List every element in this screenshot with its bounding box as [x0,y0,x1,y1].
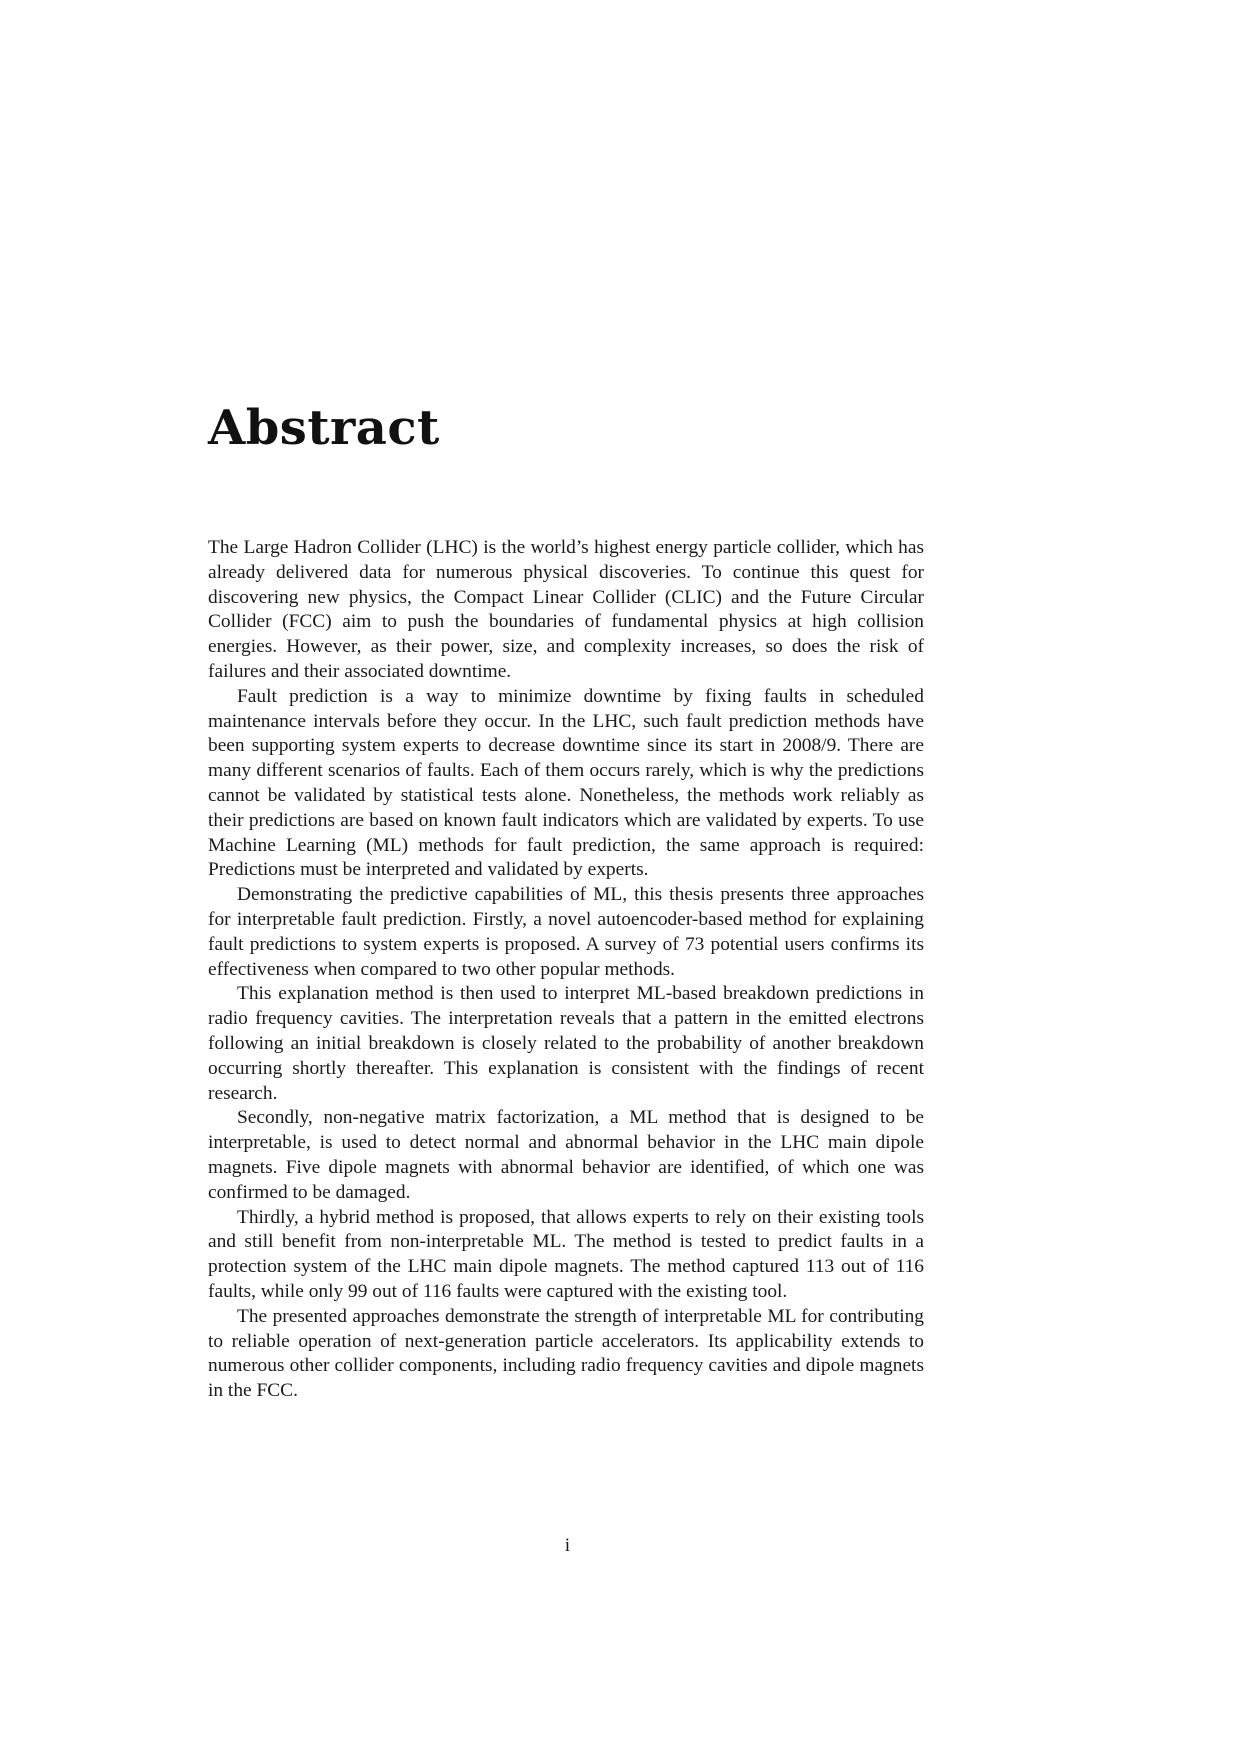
abstract-paragraph-1: The Large Hadron Collider (LHC) is the world’s highest energy particle collider, which has already delivered data for numerous physical discoveries. To continue this quest for discovering new physics, the Compact Linear Collider (CLIC) and the Future Circular Collider (FCC) aim to push the boundaries of fundamental physics at high collision energies. However, as their power, size, and complexity increases, so does the risk of failures and their associated downtime. [208,537,924,682]
page-title: Abstract [208,400,440,456]
abstract-paragraph-7: The presented approaches demonstrate the strength of interpretable ML for contributing to reliable operation of next-generation particle accelerators. Its applicability extends to numerous other collider components, including radio frequency cavities and dipole magnets in the FCC. [208,1305,924,1402]
abstract-body [208,536,924,1404]
page-number: i [564,1535,571,1556]
abstract-paragraph-6: Thirdly, a hybrid method is proposed, that allows experts to rely on their existing tools and still benefit from non-interpretable ML. The method is tested to predict faults in a protection system of the LHC main dipole magnets. The method captured 113 out of 116 faults, while only 99 out of 116 faults were captured with the existing tool. [208,1206,924,1302]
abstract-paragraph-2: Fault prediction is a way to minimize downtime by fixing faults in scheduled maintenance intervals before they occur. In the LHC, such fault prediction methods have been supporting system experts to decrease downtime since its start in 2008/9. There are many different scenarios of faults. Each of them occurs rarely, which is why the predictions cannot be validated by statistical tests alone. Nonetheless, the methods work reliably as their predictions are based on known fault indicators which are validated by experts. To use Machine Learning (ML) methods for fault prediction, the same approach is required: Predictions must be interpreted and validated by experts. [208,685,924,881]
abstract-paragraph-5: Secondly, non-negative matrix factorization, a ML method that is designed to be interpretable, is used to detect normal and abnormal behavior in the LHC main dipole magnets. Five dipole magnets with abnormal behavior are identified, of which one was confirmed to be damaged. [208,1107,924,1203]
abstract-paragraph-3: Demonstrating the predictive capabilities of ML, this thesis presents three approaches for interpretable fault prediction. Firstly, a novel autoencoder-based method for explaining fault predictions to system experts is proposed. A survey of 73 potential users confirms its effectiveness when compared to two other popular methods. [208,884,924,980]
abstract-paragraph-4: This explanation method is then used to interpret ML-based breakdown predictions in radio frequency cavities. The interpretation reveals that a pattern in the emitted electrons following an initial breakdown is closely related to the probability of another breakdown occurring shortly thereafter. This explanation is consistent with the findings of recent research. [208,983,924,1104]
